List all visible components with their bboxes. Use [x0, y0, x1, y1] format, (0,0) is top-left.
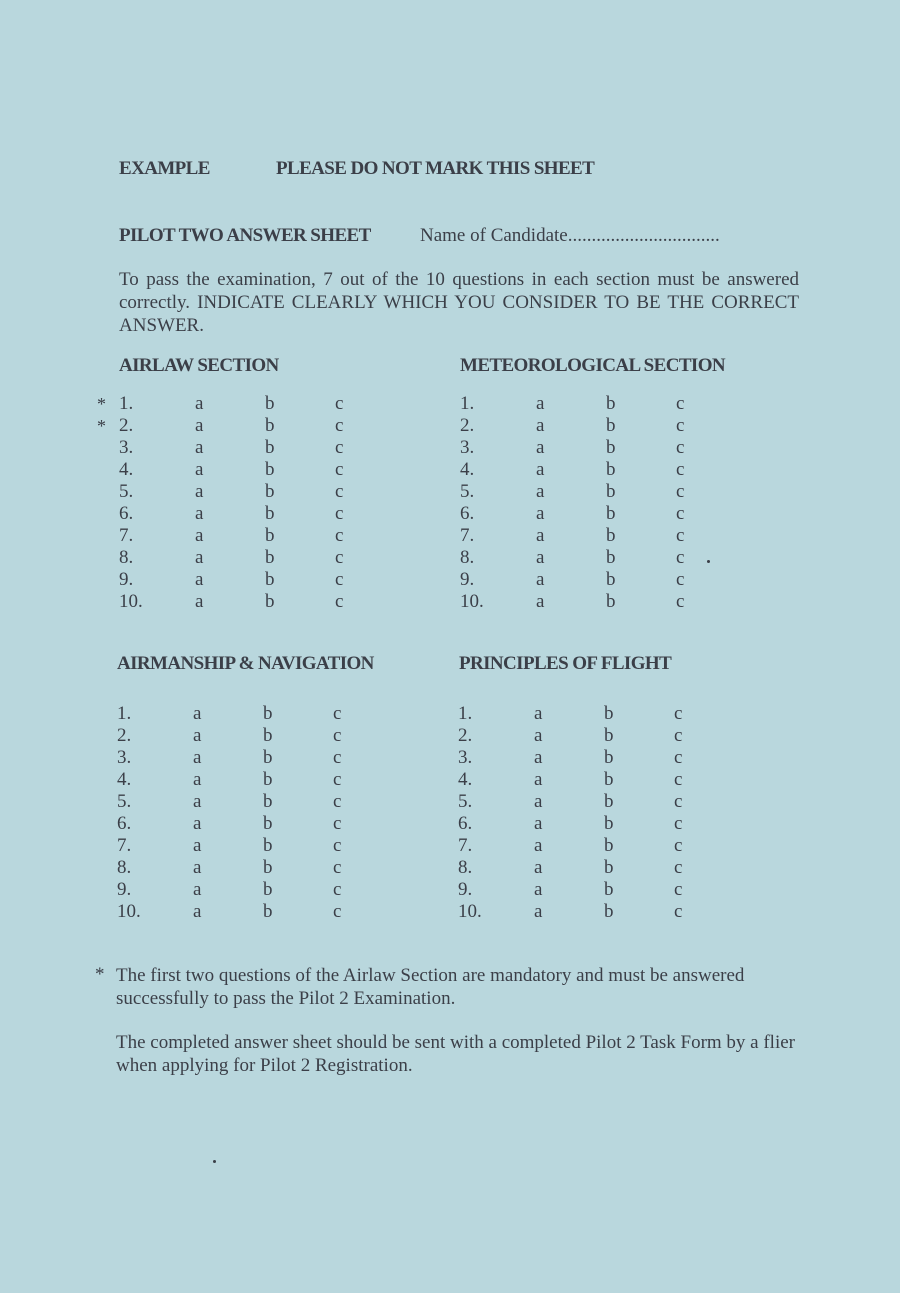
answer-option-a[interactable]: a [536, 591, 545, 612]
answer-option-a[interactable]: a [536, 569, 545, 590]
answer-option-a[interactable]: a [195, 569, 204, 590]
question-number: 7. [460, 525, 475, 546]
question-number: 10. [119, 591, 143, 612]
answer-option-a[interactable]: a [536, 481, 545, 502]
answer-option-b[interactable]: b [604, 813, 614, 834]
question-number: 9. [117, 879, 132, 900]
answer-option-a[interactable]: a [536, 547, 545, 568]
answer-option-a[interactable]: a [195, 481, 204, 502]
question-number: 9. [460, 569, 475, 590]
answer-option-a[interactable]: a [536, 525, 545, 546]
question-number: 1. [117, 703, 132, 724]
answer-option-c[interactable]: c [333, 835, 342, 856]
answer-option-a[interactable]: a [193, 725, 202, 746]
paper-speck [213, 1160, 216, 1163]
paper-speck [707, 560, 710, 563]
instructions-text: To pass the examination, 7 out of the 10 questions in each section must be answered correctly. INDICATE CLEARLY WHICH YOU CONSIDER TO BE THE CORRECT ANSWER. [119, 269, 799, 336]
mandatory-marker: * [97, 394, 106, 414]
answer-option-b[interactable]: b [606, 503, 616, 524]
answer-option-a[interactable]: a [193, 835, 202, 856]
answer-option-a[interactable]: a [536, 503, 545, 524]
answer-option-b[interactable]: b [265, 393, 275, 414]
answer-option-c[interactable]: c [674, 857, 683, 878]
answer-option-a[interactable]: a [195, 547, 204, 568]
question-number: 1. [119, 393, 134, 414]
question-number: 3. [458, 747, 473, 768]
section-title-airmanship: AIRMANSHIP & NAVIGATION [117, 653, 374, 674]
answer-option-a[interactable]: a [534, 725, 543, 746]
answer-option-b[interactable]: b [606, 459, 616, 480]
answer-option-b[interactable]: b [263, 813, 273, 834]
answer-option-a[interactable]: a [534, 813, 543, 834]
question-number: 3. [117, 747, 132, 768]
answer-option-b[interactable]: b [265, 525, 275, 546]
answer-option-a[interactable]: a [195, 393, 204, 414]
answer-option-a[interactable]: a [193, 901, 202, 922]
answer-option-c[interactable]: c [676, 503, 685, 524]
question-number: 7. [119, 525, 134, 546]
footnote-marker: * [95, 964, 105, 985]
answer-option-a[interactable]: a [534, 769, 543, 790]
answer-option-b[interactable]: b [265, 503, 275, 524]
question-number: 8. [458, 857, 473, 878]
answer-option-a[interactable]: a [534, 791, 543, 812]
answer-option-b[interactable]: b [604, 791, 614, 812]
answer-option-c[interactable]: c [674, 703, 683, 724]
answer-option-b[interactable]: b [606, 437, 616, 458]
answer-option-b[interactable]: b [263, 747, 273, 768]
answer-option-a[interactable]: a [193, 879, 202, 900]
answer-option-b[interactable]: b [604, 747, 614, 768]
answer-option-a[interactable]: a [195, 591, 204, 612]
answer-option-a[interactable]: a [536, 415, 545, 436]
question-number: 9. [119, 569, 134, 590]
answer-option-c[interactable]: c [676, 525, 685, 546]
answer-option-b[interactable]: b [604, 769, 614, 790]
answer-option-a[interactable]: a [193, 791, 202, 812]
answer-option-c[interactable]: c [674, 791, 683, 812]
question-number: 4. [119, 459, 134, 480]
answer-option-c[interactable]: c [335, 525, 344, 546]
example-label: EXAMPLE [119, 158, 210, 179]
answer-option-b[interactable]: b [606, 569, 616, 590]
question-number: 3. [119, 437, 134, 458]
question-number: 2. [458, 725, 473, 746]
submission-note: The completed answer sheet should be sent with a completed Pilot 2 Task Form by a flier when applying for Pilot 2 Registration. [116, 1032, 795, 1076]
sheet-title: PILOT TWO ANSWER SHEET [119, 225, 371, 246]
answer-option-c[interactable]: c [335, 393, 344, 414]
footnote-text: The first two questions of the Airlaw Section are mandatory and must be answered successfully to pass the Pilot 2 Examination. [116, 965, 745, 1009]
question-number: 1. [460, 393, 475, 414]
answer-option-b[interactable]: b [604, 901, 614, 922]
answer-option-a[interactable]: a [536, 437, 545, 458]
answer-option-c[interactable]: c [674, 769, 683, 790]
answer-option-c[interactable]: c [335, 459, 344, 480]
question-number: 2. [117, 725, 132, 746]
answer-option-b[interactable]: b [265, 481, 275, 502]
question-number: 8. [460, 547, 475, 568]
answer-option-b[interactable]: b [265, 459, 275, 480]
answer-option-b[interactable]: b [263, 791, 273, 812]
answer-option-c[interactable]: c [333, 901, 342, 922]
question-number: 4. [458, 769, 473, 790]
answer-option-a[interactable]: a [195, 503, 204, 524]
question-number: 7. [458, 835, 473, 856]
answer-option-c[interactable]: c [676, 393, 685, 414]
question-number: 5. [119, 481, 134, 502]
answer-option-a[interactable]: a [536, 459, 545, 480]
question-number: 6. [458, 813, 473, 834]
section-title-airlaw: AIRLAW SECTION [119, 355, 279, 376]
answer-option-c[interactable]: c [674, 879, 683, 900]
answer-option-b[interactable]: b [604, 835, 614, 856]
question-number: 9. [458, 879, 473, 900]
section-title-principles: PRINCIPLES OF FLIGHT [459, 653, 672, 674]
answer-option-a[interactable]: a [534, 879, 543, 900]
answer-option-c[interactable]: c [333, 813, 342, 834]
answer-option-a[interactable]: a [195, 437, 204, 458]
question-number: 4. [460, 459, 475, 480]
answer-option-b[interactable]: b [606, 547, 616, 568]
answer-option-b[interactable]: b [265, 591, 275, 612]
answer-option-c[interactable]: c [676, 569, 685, 590]
answer-option-b[interactable]: b [263, 725, 273, 746]
answer-option-b[interactable]: b [606, 415, 616, 436]
do-not-mark-warning: PLEASE DO NOT MARK THIS SHEET [276, 158, 595, 179]
answer-option-c[interactable]: c [674, 747, 683, 768]
answer-option-b[interactable]: b [263, 879, 273, 900]
answer-option-c[interactable]: c [335, 481, 344, 502]
answer-option-a[interactable]: a [534, 703, 543, 724]
answer-option-a[interactable]: a [195, 459, 204, 480]
answer-option-a[interactable]: a [193, 813, 202, 834]
question-number: 3. [460, 437, 475, 458]
answer-option-c[interactable]: c [674, 901, 683, 922]
answer-option-a[interactable]: a [193, 857, 202, 878]
question-number: 10. [458, 901, 482, 922]
answer-option-b[interactable]: b [263, 769, 273, 790]
answer-option-c[interactable]: c [333, 747, 342, 768]
answer-option-b[interactable]: b [604, 725, 614, 746]
answer-option-b[interactable]: b [263, 835, 273, 856]
question-number: 7. [117, 835, 132, 856]
answer-option-c[interactable]: c [676, 547, 685, 568]
answer-option-a[interactable]: a [195, 415, 204, 436]
answer-option-c[interactable]: c [676, 459, 685, 480]
question-number: 5. [117, 791, 132, 812]
answer-option-b[interactable]: b [606, 481, 616, 502]
question-number: 6. [460, 503, 475, 524]
answer-option-b[interactable]: b [606, 591, 616, 612]
answer-option-b[interactable]: b [265, 415, 275, 436]
answer-option-c[interactable]: c [335, 437, 344, 458]
question-number: 5. [458, 791, 473, 812]
answer-option-c[interactable]: c [335, 591, 344, 612]
answer-option-a[interactable]: a [534, 901, 543, 922]
question-number: 2. [460, 415, 475, 436]
question-number: 8. [117, 857, 132, 878]
answer-option-a[interactable]: a [195, 525, 204, 546]
question-number: 4. [117, 769, 132, 790]
answer-option-b[interactable]: b [265, 547, 275, 568]
answer-option-a[interactable]: a [193, 769, 202, 790]
answer-option-b[interactable]: b [265, 437, 275, 458]
answer-option-c[interactable]: c [335, 569, 344, 590]
section-title-meteorological: METEOROLOGICAL SECTION [460, 355, 725, 376]
answer-option-b[interactable]: b [606, 525, 616, 546]
answer-option-b[interactable]: b [604, 857, 614, 878]
answer-option-c[interactable]: c [676, 481, 685, 502]
question-number: 8. [119, 547, 134, 568]
answer-option-c[interactable]: c [674, 835, 683, 856]
question-number: 2. [119, 415, 134, 436]
question-number: 10. [460, 591, 484, 612]
answer-option-c[interactable]: c [676, 591, 685, 612]
mandatory-marker: * [97, 416, 106, 436]
question-number: 5. [460, 481, 475, 502]
answer-option-b[interactable]: b [263, 703, 273, 724]
answer-option-c[interactable]: c [335, 415, 344, 436]
answer-option-c[interactable]: c [333, 857, 342, 878]
answer-option-a[interactable]: a [534, 747, 543, 768]
answer-option-c[interactable]: c [335, 503, 344, 524]
answer-option-c[interactable]: c [335, 547, 344, 568]
answer-option-a[interactable]: a [534, 835, 543, 856]
answer-option-c[interactable]: c [333, 769, 342, 790]
question-number: 1. [458, 703, 473, 724]
answer-option-c[interactable]: c [333, 703, 342, 724]
candidate-name-field[interactable]: Name of Candidate................................ [420, 225, 720, 246]
answer-option-b[interactable]: b [606, 393, 616, 414]
answer-option-c[interactable]: c [674, 813, 683, 834]
answer-option-a[interactable]: a [193, 703, 202, 724]
answer-option-c[interactable]: c [674, 725, 683, 746]
answer-option-a[interactable]: a [534, 857, 543, 878]
answer-option-b[interactable]: b [604, 703, 614, 724]
question-number: 6. [117, 813, 132, 834]
answer-option-a[interactable]: a [193, 747, 202, 768]
answer-option-b[interactable]: b [265, 569, 275, 590]
answer-option-c[interactable]: c [333, 791, 342, 812]
answer-option-c[interactable]: c [333, 725, 342, 746]
question-number: 10. [117, 901, 141, 922]
answer-option-b[interactable]: b [263, 857, 273, 878]
answer-option-c[interactable]: c [676, 415, 685, 436]
answer-option-b[interactable]: b [604, 879, 614, 900]
question-number: 6. [119, 503, 134, 524]
answer-option-a[interactable]: a [536, 393, 545, 414]
answer-option-c[interactable]: c [333, 879, 342, 900]
answer-option-c[interactable]: c [676, 437, 685, 458]
answer-option-b[interactable]: b [263, 901, 273, 922]
